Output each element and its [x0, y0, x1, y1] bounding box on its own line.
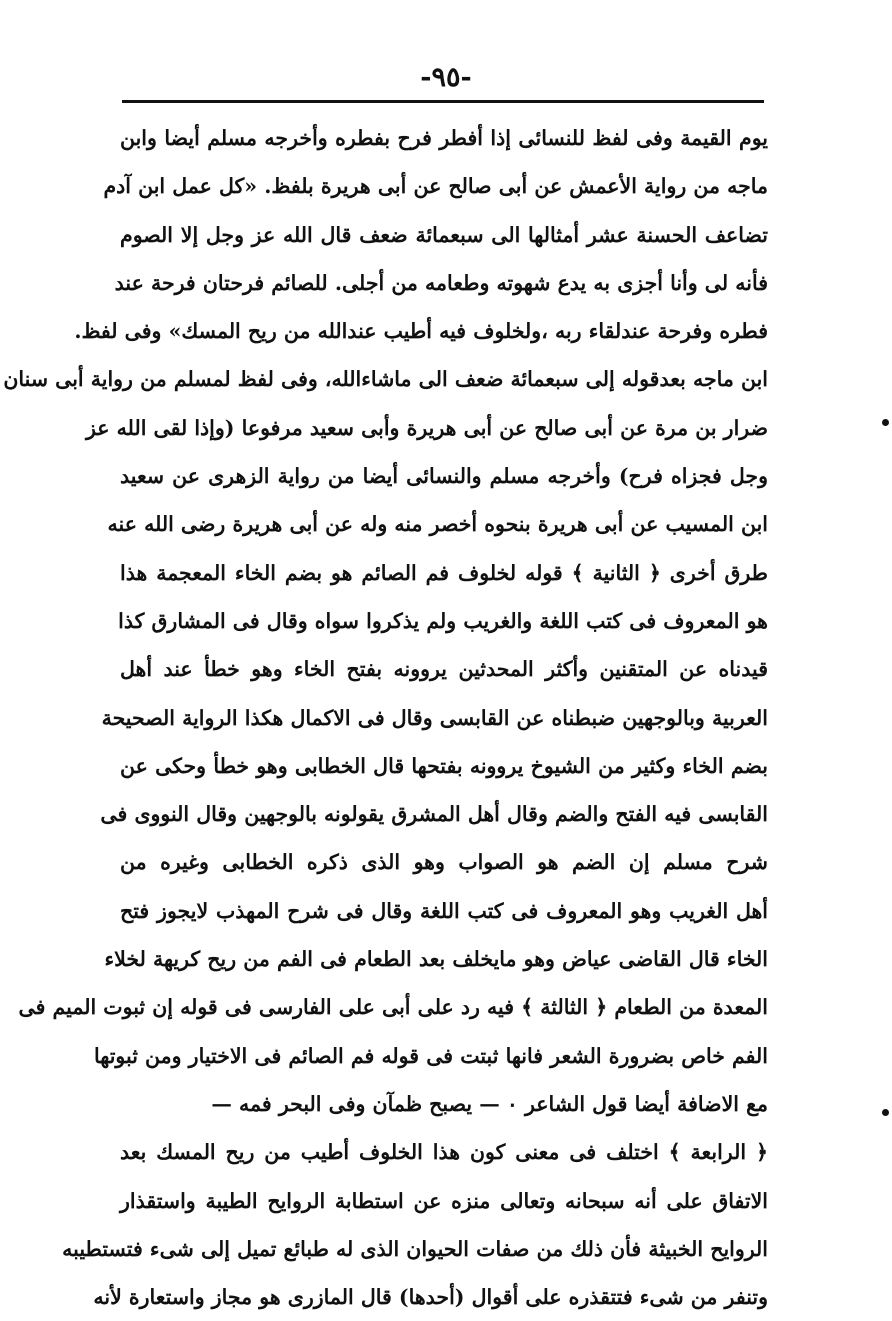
- text-line: ابن المسيب عن أبى هريرة بنحوه أخصر منه وله عن أبى هريرة رضى الله عنه: [107, 512, 768, 537]
- text-line: ﴿ الرابعة ﴾ اختلف فى معنى كون هذا الخلوف أطيب من ريح المسك بعد: [120, 1140, 768, 1165]
- text-line: الفم خاص بضرورة الشعر فانها ثبتت فى قوله فم الصائم فى الاختيار ومن ثبوتها: [94, 1043, 768, 1068]
- text-line: بضم الخاء وكثير من الشيوخ يروونه بفتحها قال الخطابى وهو خطأ وحكى عن: [120, 753, 768, 778]
- text-line: وجل فجزاه فرح) وأخرجه مسلم والنسائى أيضا من رواية الزهرى عن سعيد: [120, 464, 768, 489]
- text-line: وتنفر من شىء فتتقذره على أقوال (أحدها) قال المازرى هو مجاز واستعارة لأنه: [93, 1285, 768, 1310]
- header-rule: [122, 100, 764, 103]
- text-line: يوم القيمة وفى لفظ للنسائى إذا أفطر فرح بفطره وأخرجه مسلم أيضا وابن: [120, 126, 768, 150]
- text-line: شرح مسلم إن الضم هو الصواب وهو الذى ذكره الخطابى وغيره من: [120, 850, 768, 875]
- text-line: ماجه من رواية الأعمش عن أبى صالح عن أبى هريرة بلفظ. «كل عمل ابن آدم: [103, 174, 768, 199]
- text-line: تضاعف الحسنة عشر أمثالها الى سبعمائة ضعف قال الله عز وجل إلا الصوم: [120, 222, 768, 247]
- text-line: هو المعروف فى كتب اللغة والغريب ولم يذكروا سواه وقال فى المشارق كذا: [118, 608, 768, 633]
- text-block: [3, 114, 768, 1321]
- text-line: ابن ماجه بعدقوله إلى سبعمائة ضعف الى ماشاءالله، وفى لفظ لمسلم من رواية أبى سنان: [3, 367, 768, 392]
- text-line: أهل الغريب وهو المعروف فى كتب اللغة وقال فى شرح المهذب لايجوز فتح: [120, 898, 768, 923]
- text-line: العربية وبالوجهين ضبطناه عن القابسى وقال فى الاكمال هكذا الرواية الصحيحة: [101, 705, 768, 730]
- text-line: المعدة من الطعام ﴿ الثالثة ﴾ فيه رد على أبى على الفارسى فى قوله إن ثبوت الميم فى: [18, 995, 768, 1020]
- text-line: الاتفاق على أنه سبحانه وتعالى منزه عن استطابة الروايح الطيبة واستقذار: [120, 1188, 768, 1213]
- text-line: طرق أخرى ﴿ الثانية ﴾ قوله لخلوف فم الصائم هو بضم الخاء المعجمة هذا: [120, 560, 768, 585]
- page-number: -٩٥-: [420, 62, 472, 93]
- text-line: القابسى فيه الفتح والضم وقال أهل المشرق يقولونه بالوجهين وقال النووى فى: [100, 802, 768, 827]
- text-line: مع الاضافة أيضا قول الشاعر ٠ — يصبح ظمآن وفى البحر فمه —: [211, 1091, 768, 1116]
- margin-dot-icon: [882, 1109, 889, 1116]
- text-line: قيدناه عن المتقنين وأكثر المحدثين يروونه بفتح الخاء وهو خطأ عند أهل: [120, 657, 768, 682]
- text-line: فطره وفرحة عندلقاء ربه ،ولخلوف فيه أطيب عندالله من ريح المسك» وفى لفظ.: [74, 319, 768, 344]
- margin-dot-icon: [882, 419, 889, 426]
- text-line: ضرار بن مرة عن أبى صالح عن أبى هريرة وأبى سعيد مرفوعا (وإذا لقى الله عز: [85, 415, 768, 440]
- text-line: فأنه لى وأنا أجزى به يدع شهوته وطعامه من أجلى. للصائم فرحتان فرحة عند: [114, 270, 768, 295]
- text-line: الروايح الخبيثة فأن ذلك من صفات الحيوان الذى له طبائع تميل إلى شىء فتستطيبه: [62, 1236, 768, 1261]
- text-line: الخاء قال القاضى عياض وهو مايخلف بعد الطعام فى الفم من ريح كريهة لخلاء: [104, 947, 768, 972]
